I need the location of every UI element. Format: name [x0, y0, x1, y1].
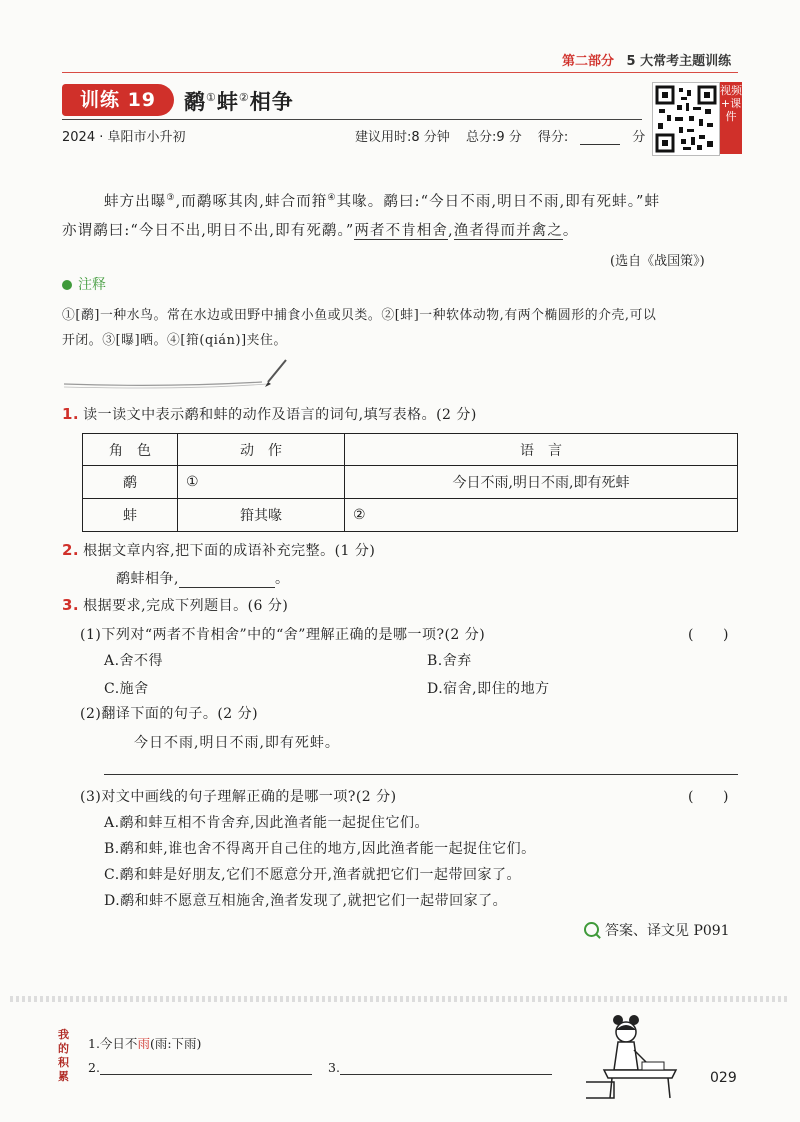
question-1: 1. 读一读文中表示鹬和蚌的动作及语言的词句,填写表格。(2 分) — [62, 405, 477, 423]
section-label: 5 大常考主题训练 — [626, 54, 732, 69]
accumulation-item-2: 2. — [88, 1060, 312, 1075]
score-label: 得分: 分 — [537, 130, 646, 145]
passage-line-2: 亦谓鹬曰:“今日不出,明日不出,即有死鹬。”两者不肯相舍,渔者得而并禽之。 — [62, 223, 579, 239]
brush-divider-icon — [62, 356, 302, 392]
header-rule — [62, 72, 738, 73]
lesson-title: 鹬①蚌②相争 — [184, 89, 294, 114]
table-cell: 箝其喙 — [178, 499, 345, 532]
accumulation-item-1: 1.今日不雨(雨:下雨) — [88, 1036, 202, 1051]
video-courseware-tag: 视频+课件 — [720, 82, 742, 154]
question-3: 3. 根据要求,完成下列题目。(6 分) — [62, 596, 289, 614]
student-writing-icon — [580, 1012, 680, 1104]
table-cell: 今日不雨,明日不雨,即有死蚌 — [345, 466, 738, 499]
search-icon — [584, 922, 599, 937]
question-2: 2. 根据文章内容,把下面的成语补充完整。(1 分) — [62, 541, 376, 559]
bullet-icon — [62, 280, 72, 290]
table-cell: 蚌 — [83, 499, 178, 532]
answer-reference[interactable]: 答案、译文见 P091 — [584, 920, 730, 940]
option-b[interactable]: B.舍弃 — [427, 653, 472, 669]
translate-sentence: 今日不雨,明日不雨,即有死蚌。 — [134, 735, 340, 751]
answer-paren[interactable]: ( ) — [688, 789, 729, 805]
total-score: 总分:9 分 — [465, 130, 522, 145]
part-label: 第二部分 — [562, 54, 615, 69]
option-c[interactable]: C.施舍 — [104, 681, 149, 697]
passage-line-1: 蚌方出曝③,而鹬啄其肉,蚌合而箝④其喙。鹬曰:“今日不雨,明日不雨,即有死蚌。”蚌 — [104, 193, 661, 210]
option-c[interactable]: C.鹬和蚌是好朋友,它们不愿意分开,渔者就把它们一起带回家了。 — [104, 867, 522, 883]
question-3-3: (3)对文中画线的句子理解正确的是哪一项?(2 分) — [80, 789, 397, 805]
exam-source: 2024 · 阜阳市小升初 — [62, 130, 186, 145]
answer-paren[interactable]: ( ) — [688, 627, 729, 643]
lesson-meta — [355, 126, 657, 145]
accumulation-label: 我的积累 — [58, 1028, 69, 1083]
running-header — [562, 50, 731, 69]
underlined-sentence-1: 两者不肯相舍 — [354, 223, 448, 239]
lesson-badge: 训练 19 — [62, 84, 174, 116]
notes-heading: 注释 — [62, 274, 106, 294]
table-header: 角 色 — [83, 434, 178, 466]
option-d[interactable]: D.宿舍,即住的地方 — [427, 681, 550, 697]
option-a[interactable]: A.舍不得 — [104, 653, 164, 669]
passage-source: (选自《战国策》) — [610, 254, 705, 269]
note-line-2: 开闭。③[曝]晒。④[箝(qián)]夹住。 — [62, 333, 287, 348]
option-d[interactable]: D.鹬和蚌不愿意互相施舍,渔者发现了,就把它们一起带回家了。 — [104, 893, 508, 909]
table-cell-blank[interactable]: ② — [345, 499, 738, 532]
idiom-fill: 鹬蚌相争, 。 — [116, 571, 290, 587]
idiom-blank[interactable] — [179, 573, 275, 588]
question-3-2: (2)翻译下面的句子。(2 分) — [80, 706, 259, 722]
footer-divider — [10, 996, 790, 1002]
table-cell-blank[interactable]: ① — [178, 466, 345, 499]
question-3-1: (1)下列对“两者不肯相舍”中的“舍”理解正确的是哪一项?(2 分) — [80, 627, 486, 643]
underlined-sentence-2: 渔者得而并禽之 — [453, 223, 563, 239]
qr-code[interactable] — [652, 82, 720, 156]
note-line-1: ①[鹬]一种水鸟。常在水边或田野中捕食小鱼或贝类。②[蚌]一种软体动物,有两个椭圆形的介壳,可以 — [62, 308, 657, 323]
answer-line[interactable] — [104, 774, 738, 775]
title-rule — [62, 119, 642, 120]
page-number: 029 — [710, 1070, 737, 1086]
option-a[interactable]: A.鹬和蚌互相不肯舍弃,因此渔者能一起捉住它们。 — [104, 815, 430, 831]
accumulation-blank[interactable] — [340, 1061, 552, 1075]
accumulation-item-3: 3. — [328, 1060, 552, 1075]
suggested-time: 建议用时:8 分钟 — [355, 130, 450, 145]
table-header: 动 作 — [178, 434, 345, 466]
answer-table — [82, 433, 738, 532]
option-b[interactable]: B.鹬和蚌,谁也舍不得离开自己住的地方,因此渔者能一起捉住它们。 — [104, 841, 536, 857]
table-header: 语 言 — [345, 434, 738, 466]
table-cell: 鹬 — [83, 466, 178, 499]
accumulation-blank[interactable] — [100, 1061, 312, 1075]
